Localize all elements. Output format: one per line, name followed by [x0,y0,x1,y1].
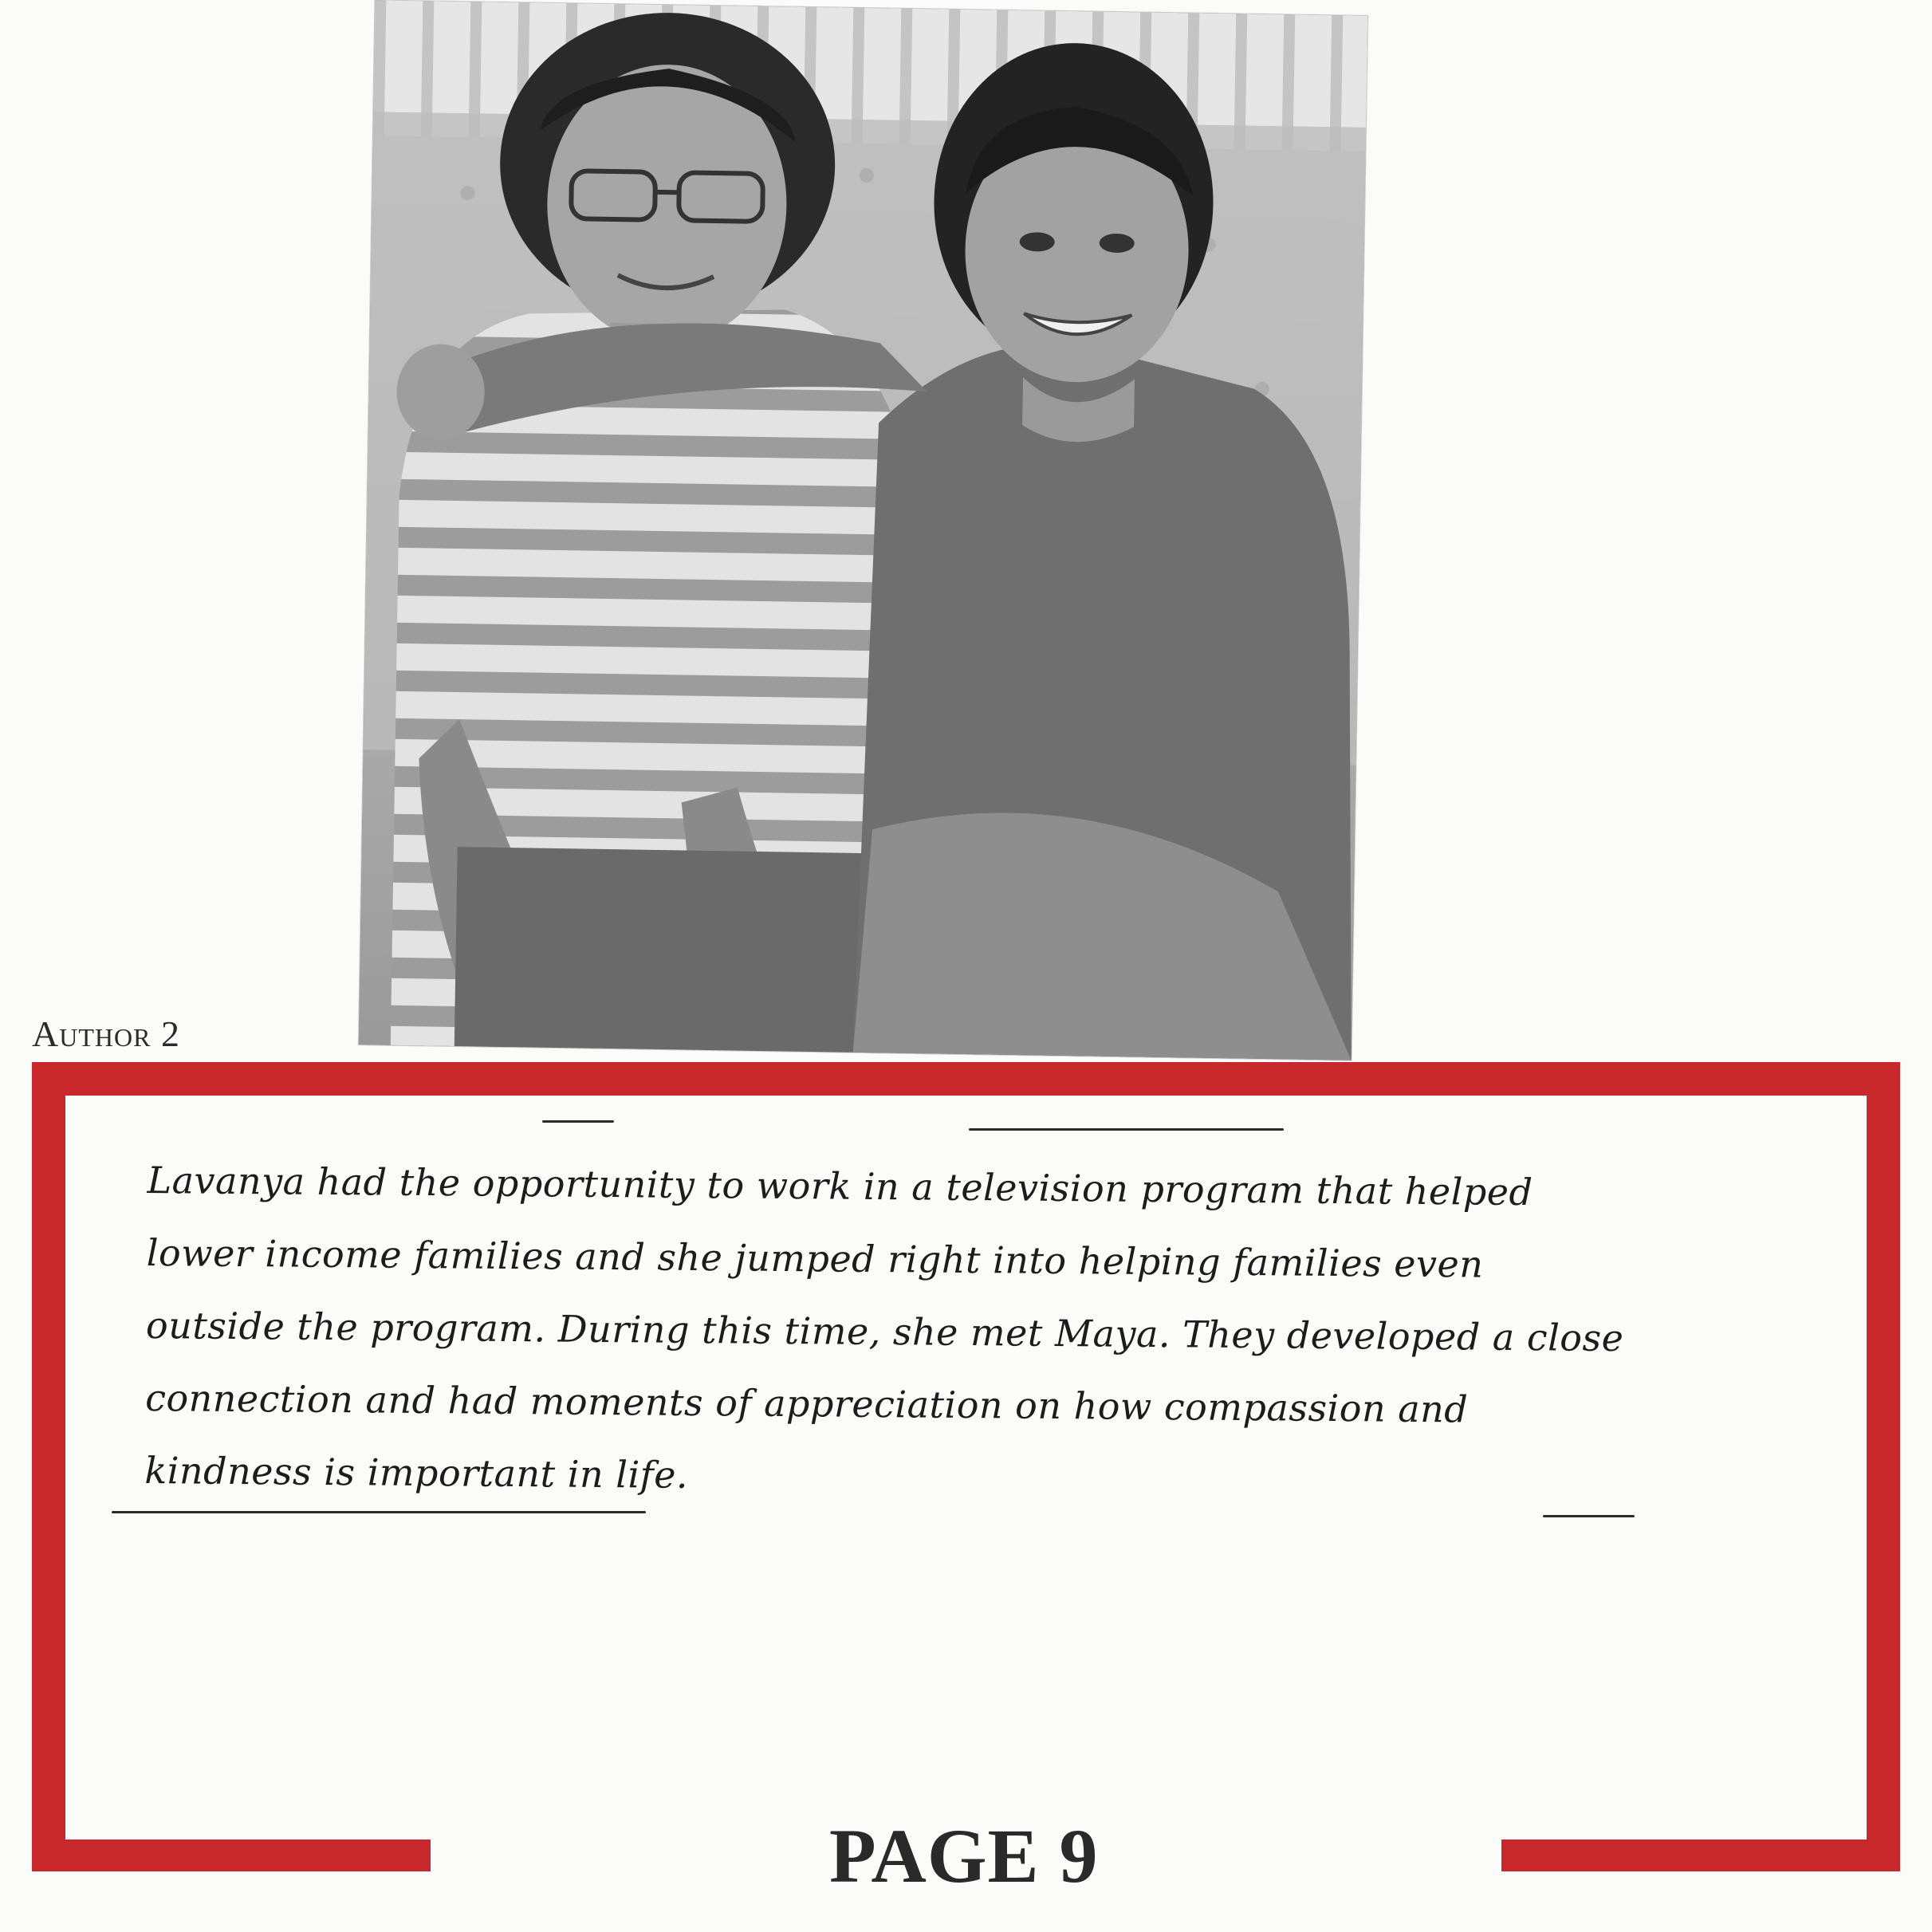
frame-right-edge [1867,1062,1900,1871]
bottom-rule-left [112,1511,646,1513]
frame-bottom-right-edge [1501,1840,1900,1871]
author-label: Author 2 [32,1013,180,1054]
top-rule-left [542,1120,614,1123]
author-photo [359,0,1367,1060]
top-rule-right [969,1128,1284,1131]
story-text: Lavanya had the opportunity to work in a television program that helped lower income families and she jumped right into helping families even outside the program. During this time, she met Maya. They developed a close connection and had moments of appreciation on how compassion and kindness is important in life. [144,1158,1624,1497]
page-number: PAGE 9 [829,1813,1099,1899]
photo-illustration [359,0,1367,1060]
frame-left-edge [32,1062,65,1871]
frame-top-edge [32,1062,1900,1096]
frame-bottom-left-edge [32,1840,431,1871]
